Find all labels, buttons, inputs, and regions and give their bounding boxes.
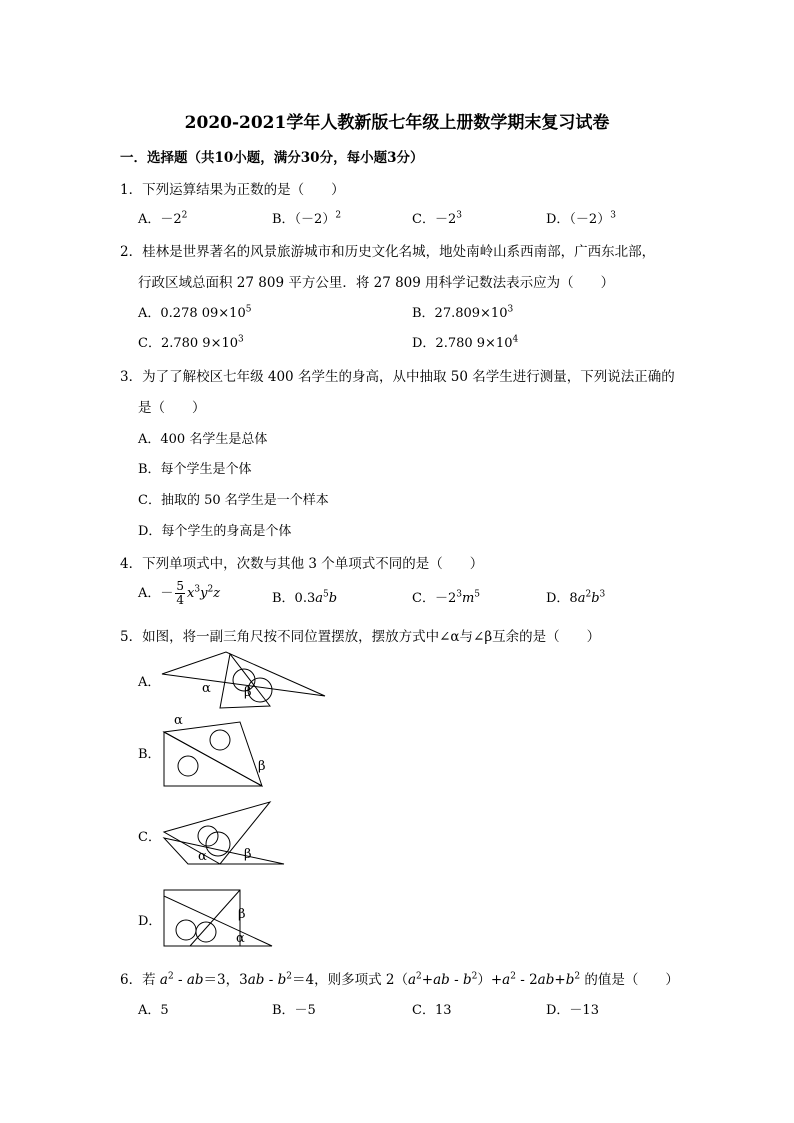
q5-figure-c [160, 800, 290, 870]
section-heading: 一．选择题（共10小题，满分30分，每小题3分） [120, 150, 424, 166]
q2-option-d: D．2.780 $9\times 10^4$ [412, 334, 519, 351]
q3-option-c: C．抽取的 50 名学生是一个样本 [138, 493, 329, 508]
question-1-stem: 1．下列运算结果为正数的是（ ） [120, 182, 345, 198]
q1-option-b: B．$(-2)^2$ [272, 210, 342, 227]
question-6-stem: 6．若 $a^2 - ab=3$，$3ab - b^2=4$，则多项式 $2(a^2+ab - b^2)+a^2 - 2ab+b^2$ 的值是（ ） [120, 971, 679, 988]
q5-figure-a [160, 650, 330, 712]
q5-option-b-label: B． [138, 747, 161, 762]
q1-option-a: A．$-2^2$ [138, 210, 188, 227]
q5-option-a-label: A． [138, 675, 161, 690]
q5-option-c-label: C． [138, 830, 161, 845]
alpha-label: α [202, 681, 211, 696]
page-title: 2020-2021学年人教新版七年级上册数学期末复习试卷 [184, 113, 610, 133]
q4-option-c: C．$-2^3m^5$ [412, 589, 481, 606]
question-3-line-1: 3．为了了解校区七年级 400 名学生的身高，从中抽取 50 名学生进行测量，下列说法正确的 [120, 369, 675, 385]
q5-figure-b [160, 710, 280, 790]
q6-option-c: C．13 [412, 1003, 452, 1018]
question-2-line-2: 行政区域总面积 27 809 平方公里．将 27 809 用科学记数法表示应为（ ） [138, 275, 615, 291]
q1-option-c: C．$-2^3$ [412, 210, 462, 227]
question-5-stem: 5．如图，将一副三角尺按不同位置摆放，摆放方式中∠α与∠β互余的是（ ） [120, 629, 601, 645]
q2-option-b: B．$27.809\times 10^3$ [412, 304, 514, 321]
q4-option-a: A．－ $\frac{5}{4}$ $x^3y^2z$ [138, 579, 221, 607]
q3-option-d: D．每个学生的身高是个体 [138, 524, 292, 539]
alpha-label: α [174, 713, 183, 728]
q6-option-d: D．－13 [546, 1003, 599, 1018]
q5-option-d-label: D． [138, 914, 162, 929]
alpha-label: α [236, 931, 245, 946]
q2-option-a: A．0.278 $09\times 10^5$ [138, 304, 252, 321]
beta-label: β [244, 847, 252, 862]
q6-option-b: B．－5 [272, 1003, 316, 1018]
beta-label: β [244, 685, 252, 700]
question-2-line-1: 2．桂林是世界著名的风景旅游城市和历史文化名城，地处南岭山系西南部，广西东北部， [120, 244, 656, 260]
q4-option-d: D．$8a^2b^3$ [546, 589, 606, 606]
q2-option-c: C．2.780 $9\times 10^3$ [138, 334, 244, 351]
q4-option-b: B．$0.3a^5b$ [272, 589, 338, 606]
q5-figure-d [160, 884, 280, 950]
alpha-label: α [198, 849, 207, 864]
beta-label: β [258, 759, 266, 774]
fraction: $\frac{5}{4}$ [176, 579, 185, 607]
q6-option-a: A．5 [138, 1003, 169, 1018]
q1-option-d: D．$(-2)^3$ [546, 210, 616, 227]
beta-label: β [238, 907, 246, 922]
question-3-line-2: 是（ ） [138, 400, 206, 416]
q3-option-b: B．每个学生是个体 [138, 462, 252, 477]
q3-option-a: A．400 名学生是总体 [138, 432, 268, 447]
question-4-stem: 4．下列单项式中，次数与其他 3 个单项式不同的是（ ） [120, 556, 484, 572]
